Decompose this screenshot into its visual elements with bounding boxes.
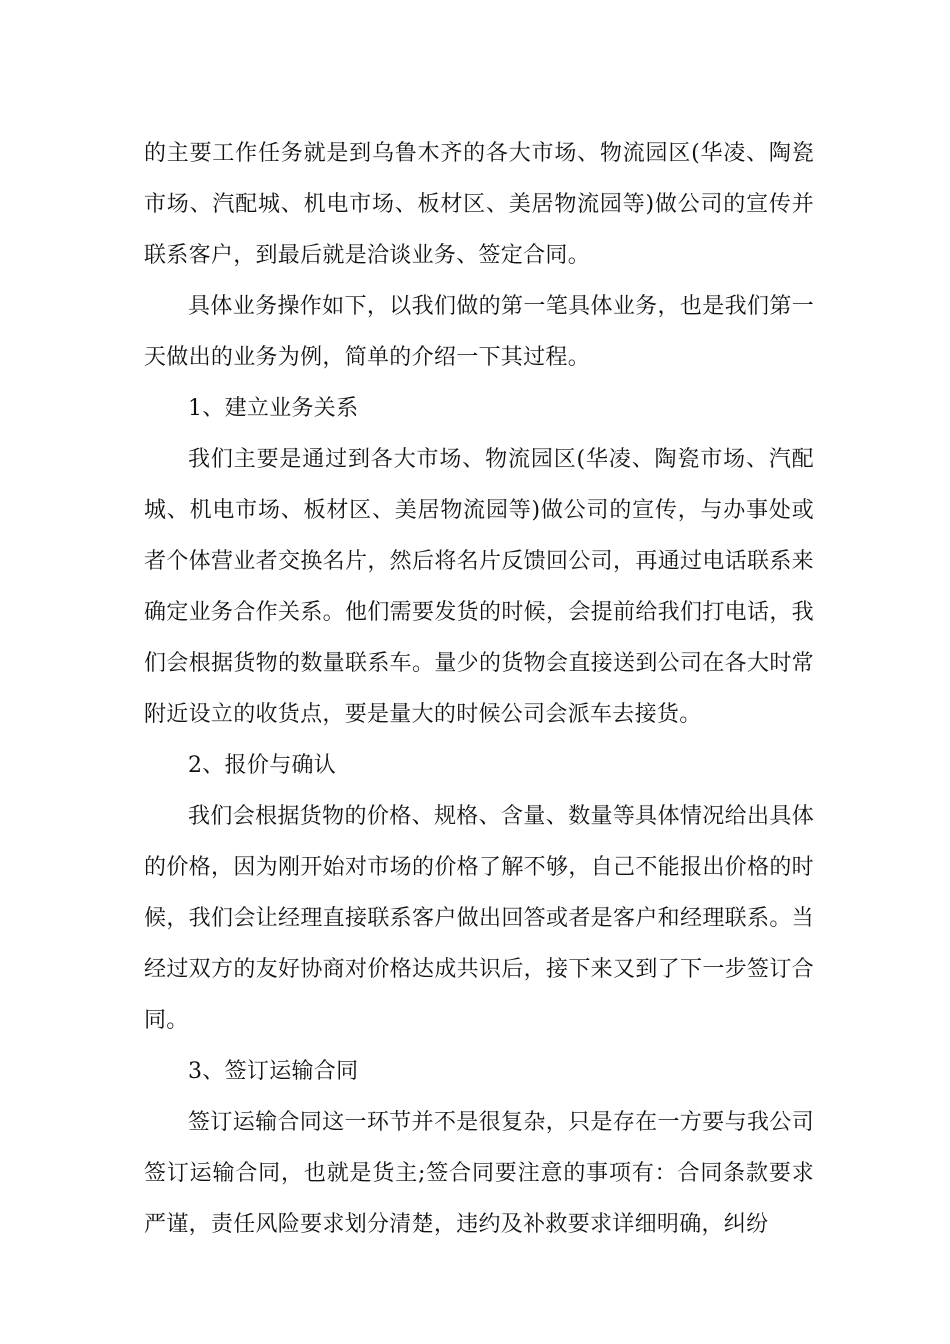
section-heading: 1、建立业务关系 [188,396,359,421]
paragraph: 我们主要是通过到各大市场、物流园区(华凌、陶瓷市场、汽配城、机电市场、板材区、美居物流园等)做公司的宣传，与办事处或者个体营业者交换名片，然后将名片反馈回公司，再通过电话联系来确定业务合作关系。他们需要发货的时候，会提前给我们打电话，我们会根据货物的数量联系车。量少的货物会直接送到公司在各大时常附近设立的收货点，要是量大的时候公司会派车去接货。 [144,447,814,727]
paragraph: 具体业务操作如下，以我们做的第一笔具体业务，也是我们第一天做出的业务为例，简单的介绍一下其过程。 [144,294,814,370]
paragraph: 的主要工作任务就是到乌鲁木齐的各大市场、物流园区(华凌、陶瓷市场、汽配城、机电市场、板材区、美居物流园等)做公司的宣传并联系客户，到最后就是洽谈业务、签定合同。 [144,141,814,268]
section-heading: 2、报价与确认 [188,753,337,778]
section-heading: 3、签订运输合同 [188,1059,359,1084]
paragraph: 我们会根据货物的价格、规格、含量、数量等具体情况给出具体的价格，因为刚开始对市场的价格了解不够，自己不能报出价格的时候，我们会让经理直接联系客户做出回答或者是客户和经理联系。当经过双方的友好协商对价格达成共识后，接下来又到了下一步签订合同。 [144,804,814,1033]
document-body [144,128,814,1250]
paragraph: 签订运输合同这一环节并不是很复杂，只是存在一方要与我公司签订运输合同，也就是货主;签合同要注意的事项有：合同条款要求严谨，责任风险要求划分清楚，违约及补救要求详细明确，纠纷 [144,1110,814,1237]
